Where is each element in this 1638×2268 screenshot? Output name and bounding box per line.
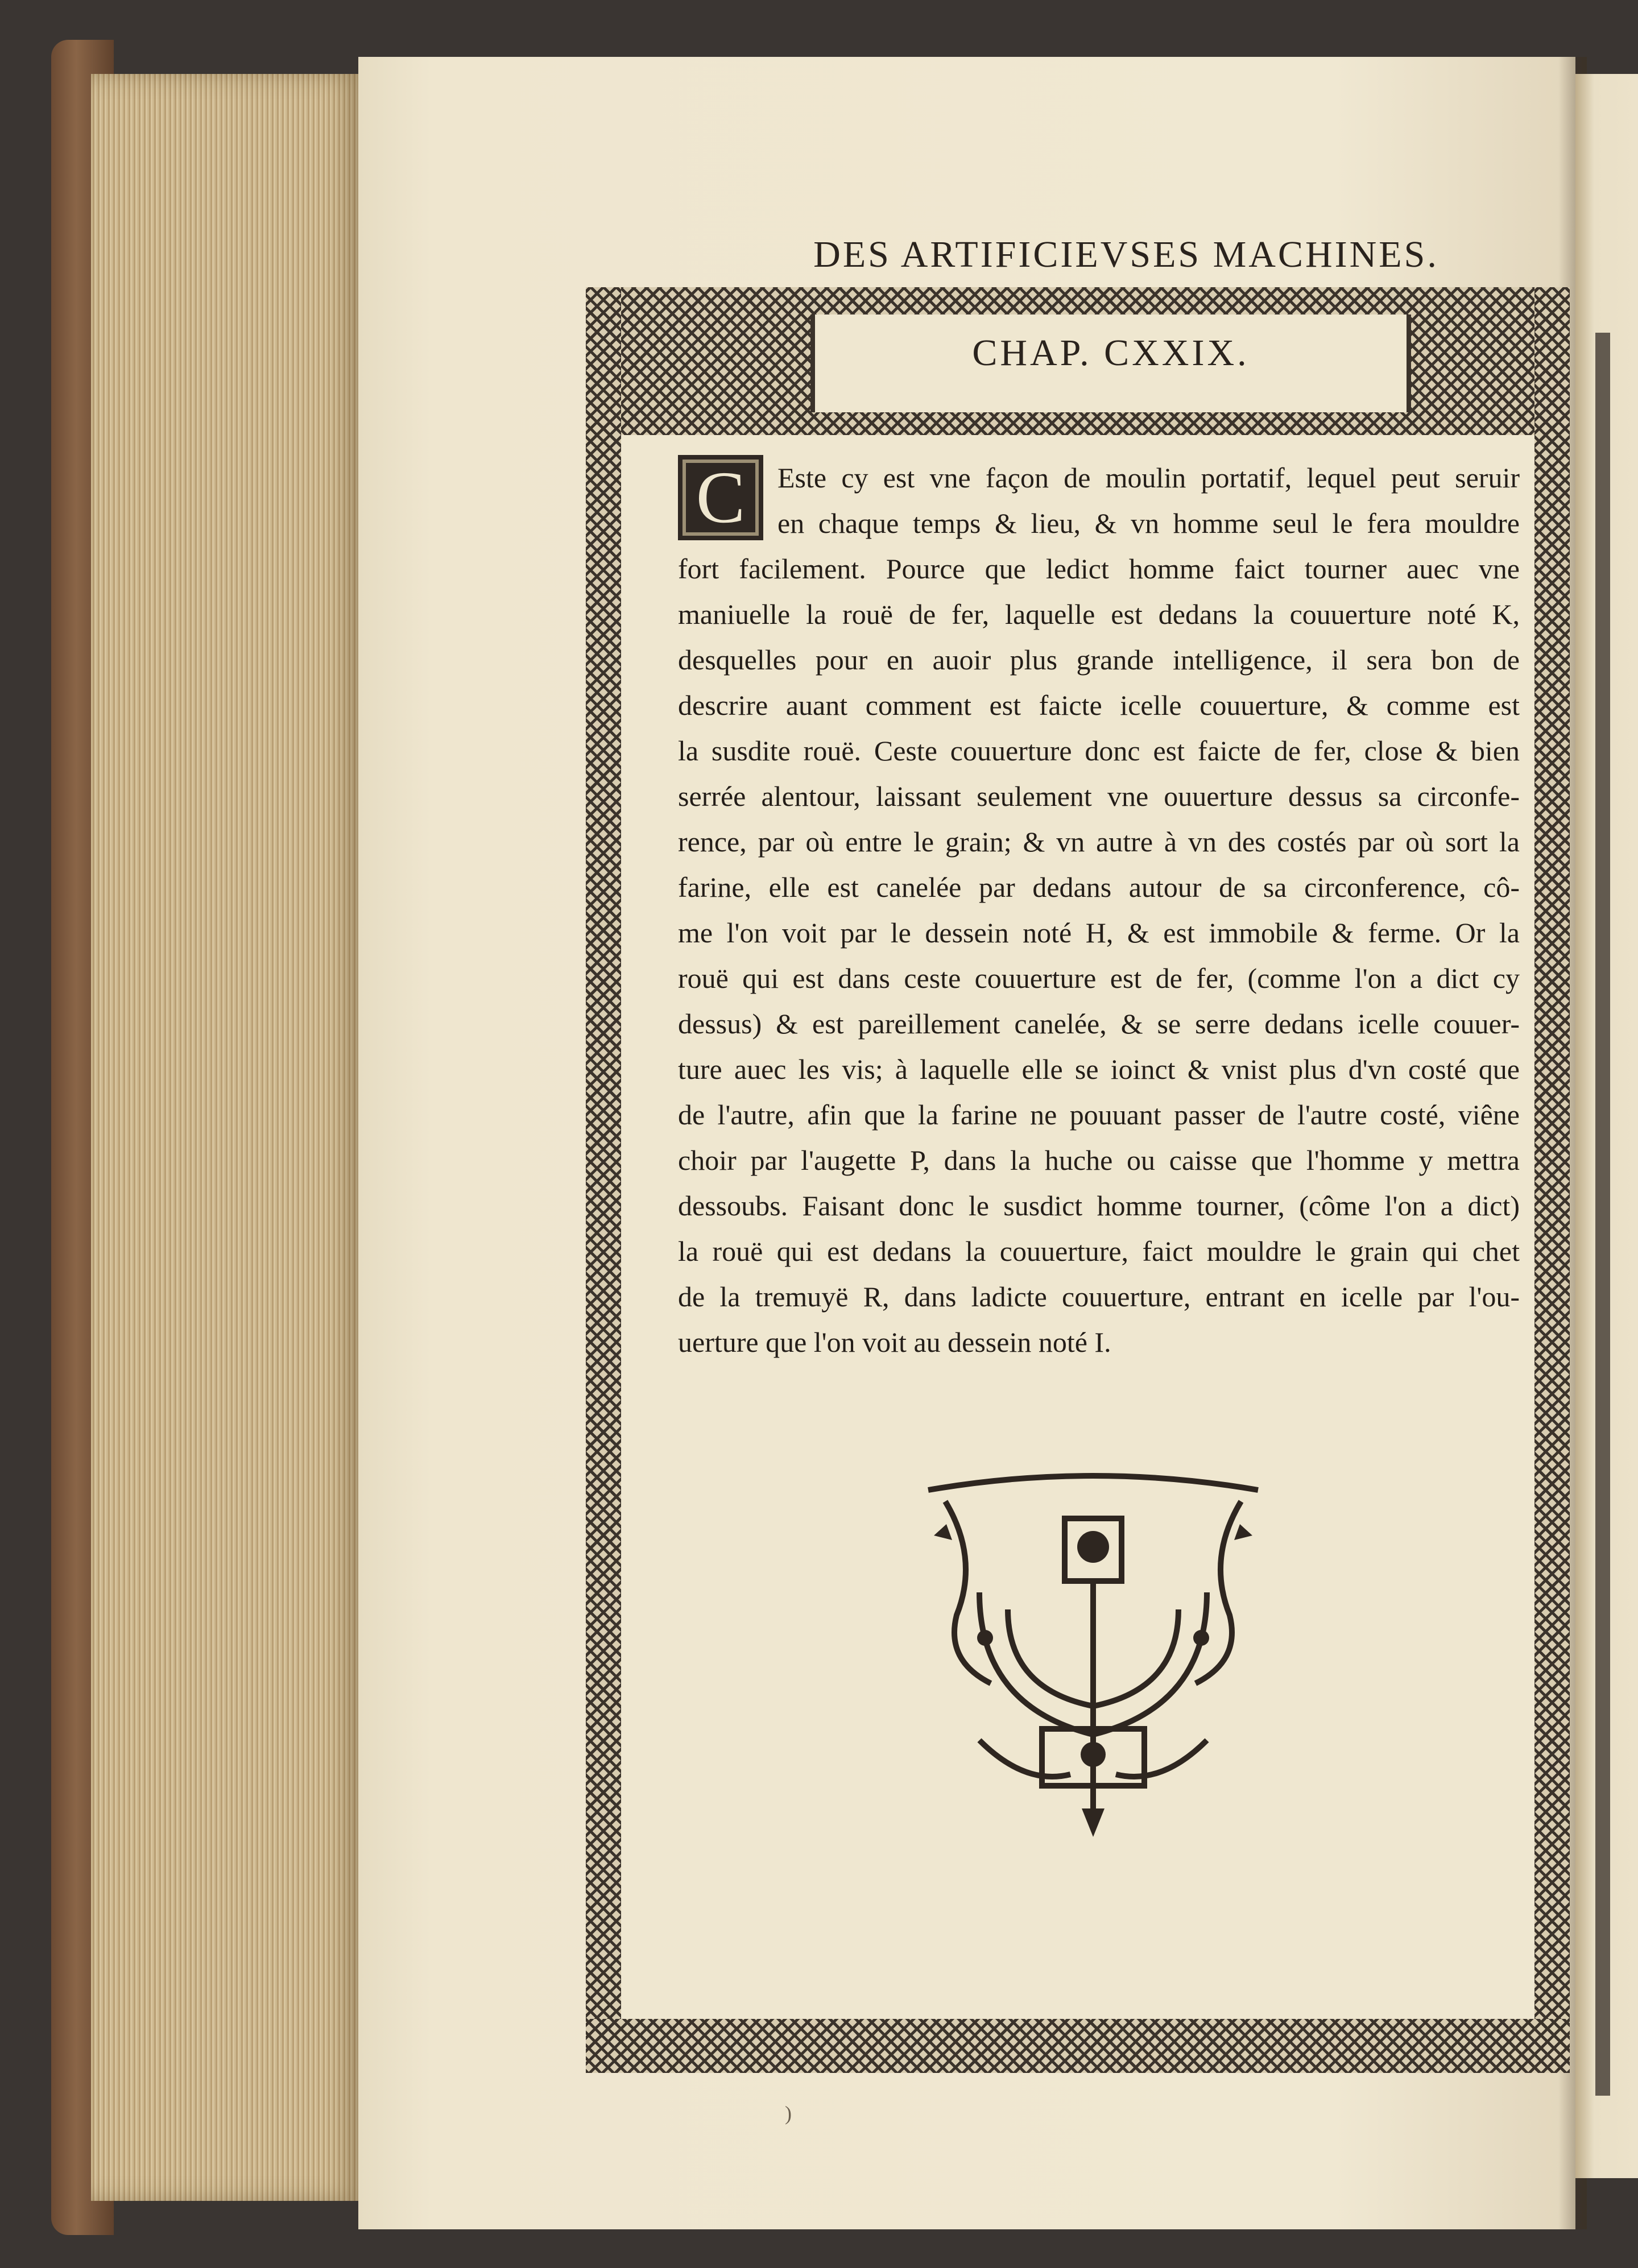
text-line: descrire auant comment est faicte icelle couuerture, & comme est [678,689,1520,721]
text-line: choir par l'augette P, dans la huche ou caisse que l'homme y mettra [678,1144,1520,1176]
fleuron-ornament [911,1467,1275,1843]
text-line: farine, elle est canelée par dedans autour de sa circonference, cô- [678,871,1520,903]
text-line: desquelles pour en auoir plus grande intelligence, il sera bon de [678,644,1520,676]
text-line: en chaque temps & lieu, & vn homme seul le fera mouldre [777,507,1520,539]
page-edges [91,74,364,2201]
frame-right-border [1534,287,1570,2073]
text-line: me l'on voit par le dessein noté H, & est immobile & ferme. Or la [678,917,1520,949]
text-line: uerture que l'on voit au dessein noté I. [678,1326,1111,1358]
text-line: rence, par où entre le grain; & vn autre à vn des costés par où sort la [678,826,1520,858]
text-line: la rouë qui est dedans la couuerture, faict mouldre le grain qui chet [678,1235,1520,1267]
text-line: serrée alentour, laissant seulement vne ouuerture dessus sa circonfe- [678,780,1520,812]
text-line: dessoubs. Faisant donc le susdict homme tourner, (côme l'on a dict) [678,1190,1520,1222]
text-line: rouë qui est dans ceste couuerture est de fer, (comme l'on a dict cy [678,962,1520,994]
text-line: de la tremuyë R, dans ladicte couuerture, entrant en icelle par l'ou- [678,1281,1520,1313]
text-line: dessus) & est pareillement canelée, & se serre dedans icelle couuer- [678,1008,1520,1040]
frame-bottom-border [586,2019,1570,2073]
ornamental-frame [586,287,1570,2073]
text-line: la susdite rouë. Ceste couuerture donc est faicte de fer, close & bien [678,735,1520,767]
chapter-title: CHAP. CXXIX. [972,332,1250,374]
text-line: Este cy est vne façon de moulin portatif, lequel peut seruir [777,462,1520,494]
text-line: de l'autre, afin que la farine ne pouuant passer de l'autre costé, viêne [678,1099,1520,1131]
text-line: ture auec les vis; à laquelle elle se ioinct & vnist plus d'vn costé que [678,1053,1520,1085]
decorated-initial: C [678,455,763,540]
text-area [621,435,1534,2019]
text-line: maniuelle la rouë de fer, laquelle est dedans la couuerture noté K, [678,598,1520,630]
body-text [678,455,1520,1365]
frame-left-border [586,287,621,2073]
chapter-heading-box [810,314,1411,412]
running-head: DES ARTIFICIEVSES MACHINES. [813,234,1439,275]
folio-mark: ) [785,2102,792,2125]
recto-border-fragment [1595,333,1638,2096]
text-line: fort facilement. Pource que ledict homme faict tourner auec vne [678,553,1520,585]
